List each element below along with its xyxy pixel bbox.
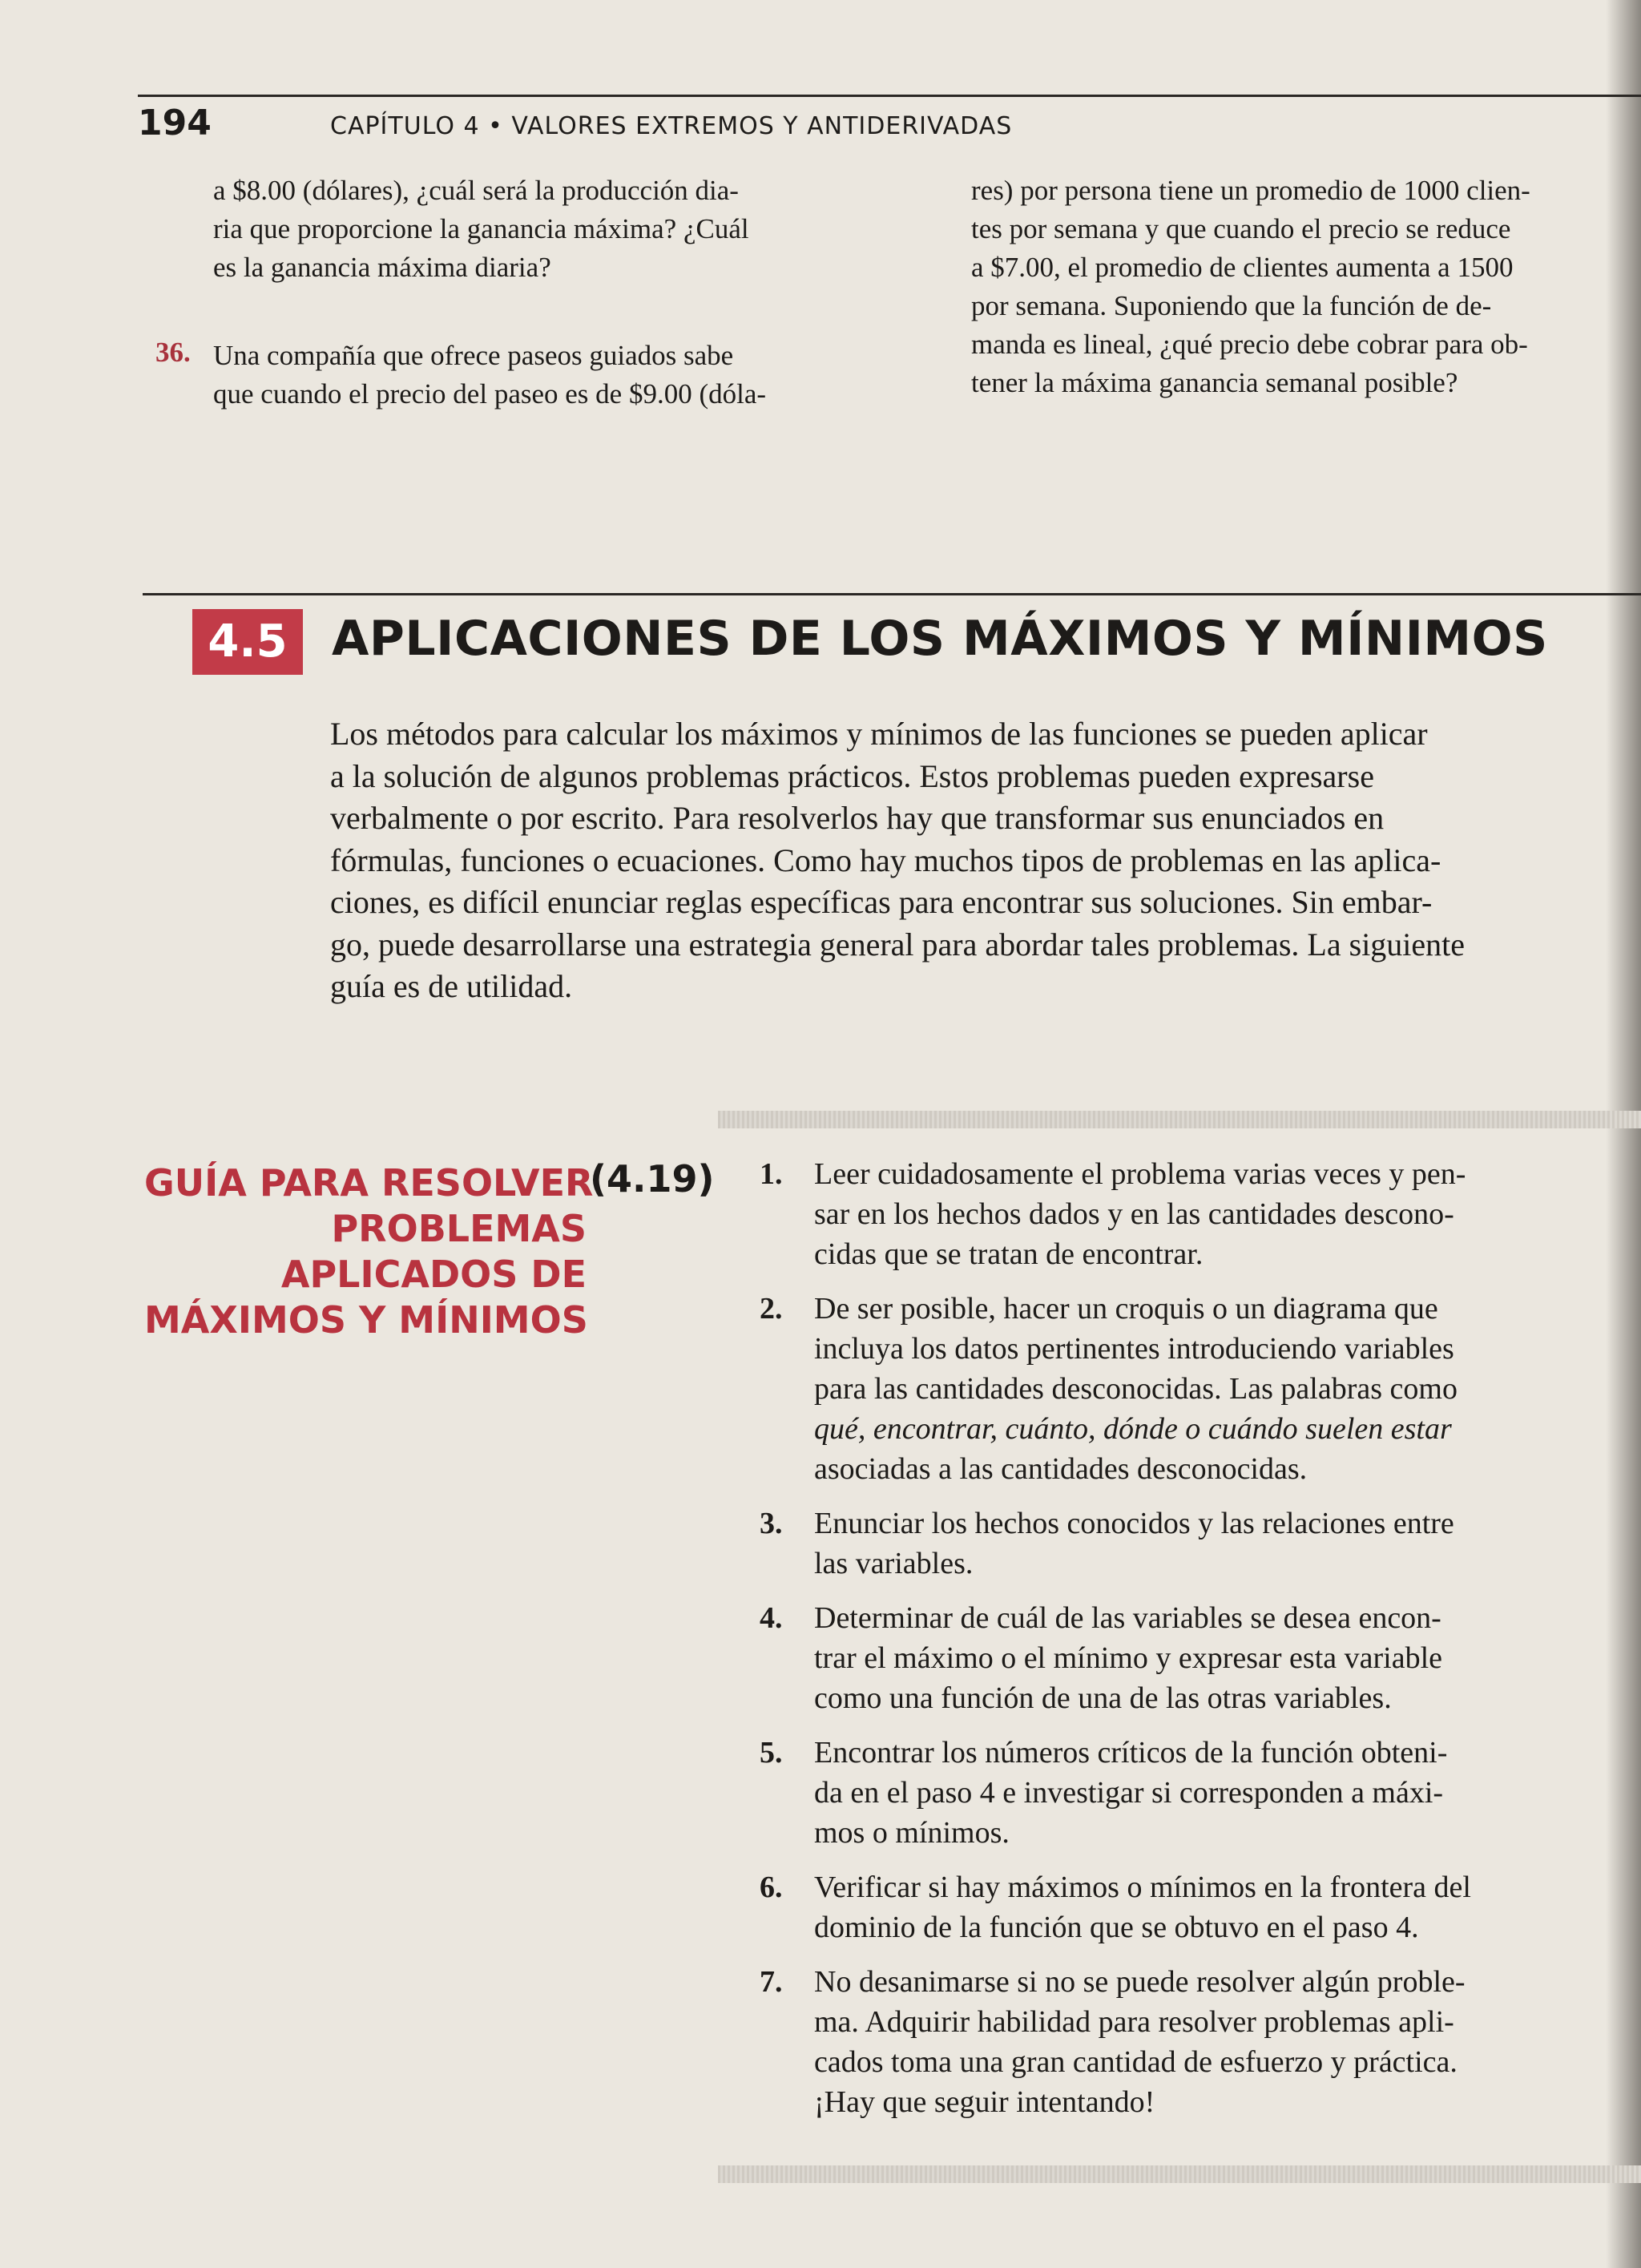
- exercise-36-start: [213, 337, 766, 414]
- text-line: a $7.00, el promedio de clientes aumenta a 1500: [971, 252, 1514, 283]
- text-line: Una compañía que ofrece paseos guiados sabe: [213, 340, 734, 371]
- guide-title-line: MÁXIMOS Y MÍNIMOS: [144, 1298, 588, 1342]
- exercise-35-continuation: [213, 172, 749, 287]
- section-intro-paragraph: [330, 713, 1465, 1008]
- formula-reference: (4.19): [590, 1157, 715, 1201]
- text-line: guía es de utilidad.: [330, 968, 573, 1004]
- step-line: para las cantidades desconocidas. Las palabras como: [814, 1372, 1458, 1406]
- text-line: que cuando el precio del paseo es de $9.00 (dóla-: [213, 378, 767, 410]
- guide-steps-list: [760, 1154, 1641, 2137]
- step-line: da en el paso 4 e investigar si corresponden a máxi-: [814, 1776, 1444, 1810]
- guide-step: [760, 1598, 1641, 1718]
- text-line: res) por persona tiene un promedio de 1000 clien-: [971, 175, 1530, 206]
- text-line: a la solución de algunos problemas prácticos. Estos problemas pueden expresarse: [330, 757, 1374, 794]
- guide-title-line: PROBLEMAS: [331, 1207, 587, 1250]
- guide-title: [144, 1160, 594, 1343]
- text-line: Los métodos para calcular los máximos y mínimos de las funciones se pueden aplicar: [330, 716, 1428, 752]
- step-line: como una función de una de las otras variables.: [814, 1681, 1392, 1715]
- step-line: No desanimarse si no se puede resolver algún proble-: [814, 1965, 1466, 1999]
- guide-step: [760, 1733, 1641, 1853]
- step-number: 7.: [760, 1965, 783, 1999]
- page-number: 194: [138, 103, 212, 143]
- guide-step: [760, 1867, 1641, 1947]
- step-line: Verificar si hay máximos o mínimos en la frontera del: [814, 1870, 1471, 1904]
- step-number: 1.: [760, 1157, 783, 1191]
- step-line: cidas que se tratan de encontrar.: [814, 1237, 1204, 1271]
- step-number: 2.: [760, 1292, 783, 1326]
- step-line: Enunciar los hechos conocidos y las relaciones entre: [814, 1507, 1454, 1540]
- guide-step: [760, 1962, 1641, 2122]
- step-line: cados toma una gran cantidad de esfuerzo y práctica.: [814, 2045, 1458, 2079]
- guide-title-line: GUÍA PARA RESOLVER: [144, 1161, 594, 1205]
- step-line: dominio de la función que se obtuvo en el paso 4.: [814, 1911, 1419, 1944]
- running-head: CAPÍTULO 4 • VALORES EXTREMOS Y ANTIDERIVADAS: [330, 112, 1013, 140]
- step-number: 6.: [760, 1870, 783, 1904]
- guide-bottom-bar: [718, 2165, 1641, 2183]
- text-line: ciones, es difícil enunciar reglas específicas para encontrar sus soluciones. Sin embar-: [330, 884, 1433, 920]
- step-line: ma. Adquirir habilidad para resolver problemas apli-: [814, 2005, 1454, 2039]
- step-line: incluya los datos pertinentes introduciendo variables: [814, 1332, 1454, 1366]
- guide-top-bar: [718, 1111, 1641, 1128]
- guide-step: [760, 1154, 1641, 1274]
- text-line: es la ganancia máxima diaria?: [213, 252, 551, 283]
- text-line: tener la máxima ganancia semanal posible?: [971, 367, 1458, 398]
- section-title: APLICACIONES DE LOS MÁXIMOS Y MÍNIMOS: [332, 611, 1548, 667]
- step-line: mos o mínimos.: [814, 1816, 1010, 1850]
- text-line: por semana. Suponiendo que la función de de-: [971, 290, 1492, 321]
- text-line: verbalmente o por escrito. Para resolverlos hay que transformar sus enunciados en: [330, 800, 1385, 836]
- step-number: 5.: [760, 1736, 783, 1770]
- text-line: tes por semana y que cuando el precio se reduce: [971, 213, 1511, 244]
- step-line: Leer cuidadosamente el problema varias veces y pen-: [814, 1157, 1466, 1191]
- section-rule: [143, 593, 1641, 595]
- header-rule: [138, 95, 1641, 97]
- step-line: asociadas a las cantidades desconocidas.: [814, 1452, 1308, 1486]
- step-line: ¡Hay que seguir intentando!: [814, 2085, 1155, 2119]
- text-line: a $8.00 (dólares), ¿cuál será la producción dia-: [213, 175, 739, 206]
- exercise-36-continuation: [971, 172, 1530, 402]
- guide-step: [760, 1289, 1641, 1489]
- step-line: Encontrar los números críticos de la función obteni-: [814, 1736, 1448, 1770]
- exercise-number: 36.: [155, 337, 191, 368]
- step-line: De ser posible, hacer un croquis o un diagrama que: [814, 1292, 1438, 1326]
- text-line: fórmulas, funciones o ecuaciones. Como hay muchos tipos de problemas en las aplica-: [330, 841, 1441, 878]
- text-line: manda es lineal, ¿qué precio debe cobrar para ob-: [971, 329, 1528, 360]
- step-number: 3.: [760, 1507, 783, 1540]
- step-line: Determinar de cuál de las variables se desea encon-: [814, 1601, 1441, 1635]
- text-line: go, puede desarrollarse una estrategia general para abordar tales problemas. La siguiente: [330, 926, 1466, 962]
- text-line: ria que proporcione la ganancia máxima? ¿Cuál: [213, 213, 749, 244]
- step-line: las variables.: [814, 1547, 974, 1580]
- guide-step: [760, 1503, 1641, 1584]
- guide-title-line: APLICADOS DE: [280, 1253, 587, 1296]
- section-number-badge: 4.5: [192, 609, 303, 675]
- step-line: sar en los hechos dados y en las cantidades descono-: [814, 1197, 1454, 1231]
- step-number: 4.: [760, 1601, 783, 1635]
- step-line: trar el máximo o el mínimo y expresar esta variable: [814, 1641, 1442, 1675]
- step-line: qué, encontrar, cuánto, dónde o cuándo suelen estar: [814, 1412, 1452, 1446]
